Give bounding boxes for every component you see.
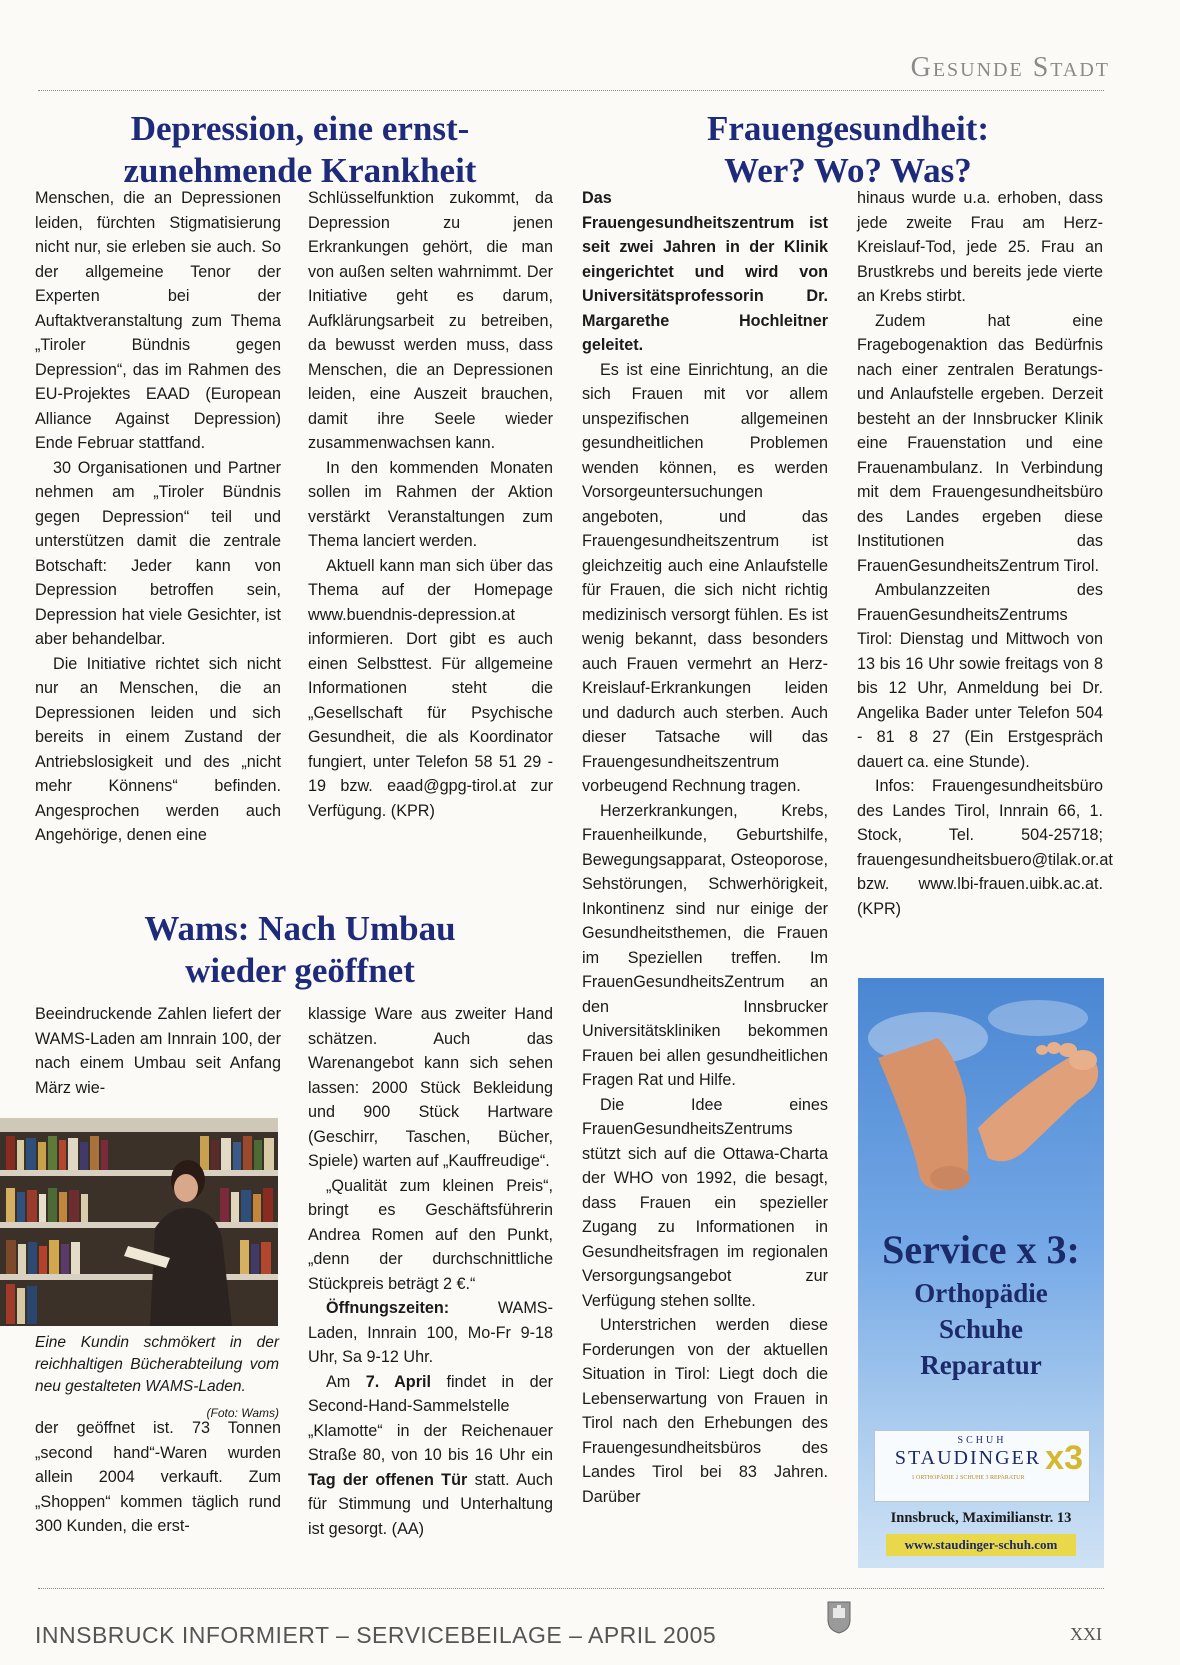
ad-brand-small: SCHUH xyxy=(957,1435,1007,1446)
article-wams-column-1-bottom xyxy=(35,1416,281,1539)
paragraph: Menschen, die an Depressionen leiden, fürchten Stigmatisierung nicht nur, sie erleben sie auch. So der allgemeine Tenor der Experten bei der Auftaktveranstaltung zum Thema „Tiroler Bündnis gegen Depression“, das im Rahmen des EU-Projektes EAAD (European Alliance Against Depression) Ende Februar stattfand. xyxy=(35,189,281,452)
ad-url: www.staudinger-schuh.com xyxy=(886,1534,1076,1556)
open-day-paragraph xyxy=(308,1370,553,1542)
caption-text: Eine Kundin schmökert in der reichhaltigen Bücherabteilung vom neu gestalteten WAMS-Laden. xyxy=(35,1334,279,1395)
article-frauengesundheit-headline xyxy=(592,108,1104,192)
headline-line: Depression, eine ernst- xyxy=(130,109,470,148)
section-label: Gesunde Stadt xyxy=(910,52,1110,83)
paragraph: Unterstrichen werden diese Forderungen von der aktuellen Situation in Tirol: Liegt doch die Lebenserwartung von Frauen in Tirol nach den Erhebungen des Frauengesundheitsbüros des Landes Tirol bei 83 Jahren. Darüber xyxy=(582,1316,828,1506)
paragraph: Die Initiative richtet sich nicht nur an Menschen, die an Depressionen leiden und sich bereits in einem Zustand der Antriebslosigkeit und des „nicht mehr Könnens“ befinden. Angesprochen werden auch Angehörige, denen eine xyxy=(35,654,281,844)
ad-title: Service x 3: xyxy=(882,1227,1080,1272)
paragraph: Aktuell kann man sich über das Thema auf der Homepage www.buendnis-depression.at informieren. Dort gibt es auch einen Selbsttest. Für allgemeine Informationen steht die „Gesellschaft für Psychische Gesundheit, die als Koordinator fungiert, unter Telefon 58 51 29 - 19 bzw. eaad@gpg-tirol.at zur Verfügung. (KPR) xyxy=(308,556,553,820)
opening-hours-label: Öffnungszeiten: xyxy=(326,1299,450,1317)
paragraph: der geöffnet ist. 73 Tonnen „second hand“-Waren wurden allein 2004 verkauft. Zum „Shoppen“ kommen täglich rund 300 Kunden, die erst- xyxy=(35,1419,281,1535)
ad-service-orthopaedie: Orthopädie xyxy=(914,1278,1048,1308)
paragraph: 30 Organisationen und Partner nehmen am „Tiroler Bündnis gegen Depression“ teil und unterstützen damit die zentrale Botschaft: Jeder kann von Depression betroffen sein, Depression hat viele Gesichter, ist aber behandelbar. xyxy=(35,458,281,648)
ad-address: Innsbruck, Maximilianstr. 13 xyxy=(890,1510,1072,1526)
paragraph: Beeindruckende Zahlen liefert der WAMS-Laden am Innrain 100, der nach einem Umbau seit Anfang März wie- xyxy=(35,1005,281,1097)
lead-paragraph: Das Frauengesundheitszentrum ist seit zwei Jahren in der Klinik eingerichtet und wird von Universitätsprofessorin Dr. Margarethe Hochleitner geleitet. xyxy=(582,189,828,354)
paragraph: klassige Ware aus zweiter Hand schätzen. Auch das Warenangebot kann sich sehen lassen: 2000 Stück Bekleidung und 900 Stück Hartware (Geschirr, Taschen, Bücher, Spiele) warten auf „Kauffreudige“. xyxy=(308,1005,553,1170)
page-number: XXI xyxy=(1070,1624,1102,1644)
event-name: Tag der offenen Tür xyxy=(308,1470,468,1489)
headline-line: Frauengesundheit: xyxy=(707,109,989,148)
article-depression-column-2 xyxy=(308,186,553,823)
ad-service-reparatur: Reparatur xyxy=(920,1350,1042,1380)
ad-brand: STAUDINGER xyxy=(894,1447,1042,1469)
ad-logo-box xyxy=(874,1430,1090,1502)
article-wams-headline xyxy=(40,908,560,992)
text-run: Am xyxy=(326,1372,366,1391)
article-frauengesundheit-column-2 xyxy=(857,186,1113,921)
photo-caption xyxy=(35,1332,279,1424)
bottom-rule xyxy=(38,1588,1104,1589)
article-frauengesundheit-column-1 xyxy=(582,186,828,1509)
paragraph: Die Idee eines FrauenGesundheitsZentrums stützt sich auf die Ottawa-Charta der WHO von 1992, die besagt, dass Frauen ein spezieller Zugang zu Informationen in Gesundheitsfragen im regionalen Versorgungsangebot zur Verfügung stehen sollte. xyxy=(582,1095,828,1310)
headline-line: Wams: Nach Umbau xyxy=(144,909,456,948)
event-date: 7. April xyxy=(365,1372,431,1391)
ad-brand-mark: x3 xyxy=(1045,1439,1083,1477)
paragraph: Es ist eine Einrichtung, an die sich Frauen mit vor allem unspezifischen allgemeinen gesundheitlichen Problemen wenden können, es werden Vorsorgeuntersuchungen angeboten, und das Frauengesundheitszentrum ist gleichzeitig auch eine Anlaufstelle für Frauen, die sich nicht richtig medizinisch versorgt fühlen. Es ist wenig bekannt, dass besonders auch Frauen vermehrt an Herz-Kreislauf-Erkrankungen leiden und dadurch auch sterben. Auch dieser Tatsache will das Frauengesundheitszentrum vorbeugend Rechnung tragen. xyxy=(582,360,828,795)
article-depression-column-1 xyxy=(35,186,281,848)
opening-hours-paragraph xyxy=(308,1296,553,1370)
headline-line: Wer? Wo? Was? xyxy=(724,151,972,190)
photo-credit: (Foto: Wams) xyxy=(206,1406,279,1420)
ad-brand-sub: 1 ORTHOPÄDIE 2 SCHUHE 3 REPARATUR xyxy=(911,1475,1025,1481)
headline-line: zunehmende Krankheit xyxy=(123,151,477,190)
city-crest-icon xyxy=(826,1600,852,1634)
top-rule xyxy=(38,90,1104,91)
article-wams-column-2 xyxy=(308,1002,553,1541)
paragraph: Herzerkrankungen, Krebs, Frauenheilkunde, Geburtshilfe, Bewegungsapparat, Osteoporose, Sehstörungen, Schwerhörigkeit, Inkontinenz sind nur einige der Gesundheitsthemen, die Frauen im Speziellen treffen. Im FrauenGesundheitsZentrum an den Innsbrucker Universitätskliniken bekommen Frauen bei allen gesundheitlichen Fragen Rat und Hilfe. xyxy=(582,801,828,1089)
paragraph: „Qualität zum kleinen Preis“, bringt es Geschäftsführerin Andrea Romen auf den Punkt, „denn der durchschnittliche Stückpreis beträgt 2 €.“ xyxy=(308,1176,553,1293)
wams-shop-photo xyxy=(0,1118,278,1326)
paragraph: In den kommenden Monaten sollen im Rahmen der Aktion verstärkt Veranstaltungen zum Thema lanciert werden. xyxy=(308,458,553,550)
headline-line: wieder geöffnet xyxy=(185,951,415,990)
bookshelf-illustration xyxy=(0,1118,278,1326)
paragraph: Zudem hat eine Fragebogenaktion das Bedürfnis nach einer zentralen Beratungs- und Anlaufstelle ergeben. Derzeit besteht an der Innsbrucker Klinik eine Frauenstation und eine Frauenambulanz. In Verbindung mit dem Frauengesundheitsbüro des Landes ergeben diese Institutionen das FrauenGesundheitsZentrum Tirol. xyxy=(857,311,1103,575)
text-run: findet in der Second-Hand-Sammelstelle „Klamotte“ in der Reichenauer Straße 80, von 10 bis 16 Uhr ein xyxy=(308,1372,553,1464)
text-run: statt. Auch für Stimmung und Unterhaltung ist gesorgt. (AA) xyxy=(308,1470,553,1538)
opening-hours-text: WAMS-Laden, Innrain 100, Mo-Fr 9-18 Uhr, Sa 9-12 Uhr. xyxy=(308,1299,553,1366)
paragraph: Schlüsselfunktion zukommt, da Depression zu jenen Erkrankungen gehört, die man von außen selten wahrnimmt. Der Initiative geht es darum, Aufklärungsarbeit zu betreiben, da bewusst werden muss, dass Menschen, die an Depressionen leiden, eine Auszeit brauchen, damit ihre Seele wieder zusammenwachsen kann. xyxy=(308,189,553,452)
feet-illustration xyxy=(858,978,1104,1218)
paragraph: Infos: Frauengesundheitsbüro des Landes Tirol, Innrain 66, 1. Stock, Tel. 504-25718; frauengesundheitsbuero@tilak.or.at bzw. www.lbi-frauen.uibk.ac.at. (KPR) xyxy=(857,777,1113,918)
footer-publication: INNSBRUCK INFORMIERT – SERVICEBEILAGE – APRIL 2005 xyxy=(35,1622,717,1648)
staudinger-advertisement xyxy=(858,978,1104,1568)
article-depression-headline xyxy=(40,108,560,192)
paragraph: Ambulanzzeiten des FrauenGesundheitsZentrums Tirol: Dienstag und Mittwoch von 13 bis 16 Uhr sowie freitags von 8 bis 12 Uhr, Anmeldung bei Dr. Angelika Bader unter Telefon 504 - 81 8 27 (Ein Erstgespräch dauert ca. eine Stunde). xyxy=(857,581,1103,771)
ad-service-schuhe: Schuhe xyxy=(938,1314,1024,1344)
article-wams-column-1-top xyxy=(35,1002,281,1100)
paragraph: hinaus wurde u.a. erhoben, dass jede zweite Frau am Herz-Kreislauf-Tod, jede 25. Frau an Brustkrebs und bereits jede vierte an Krebs stirbt. xyxy=(857,189,1103,305)
